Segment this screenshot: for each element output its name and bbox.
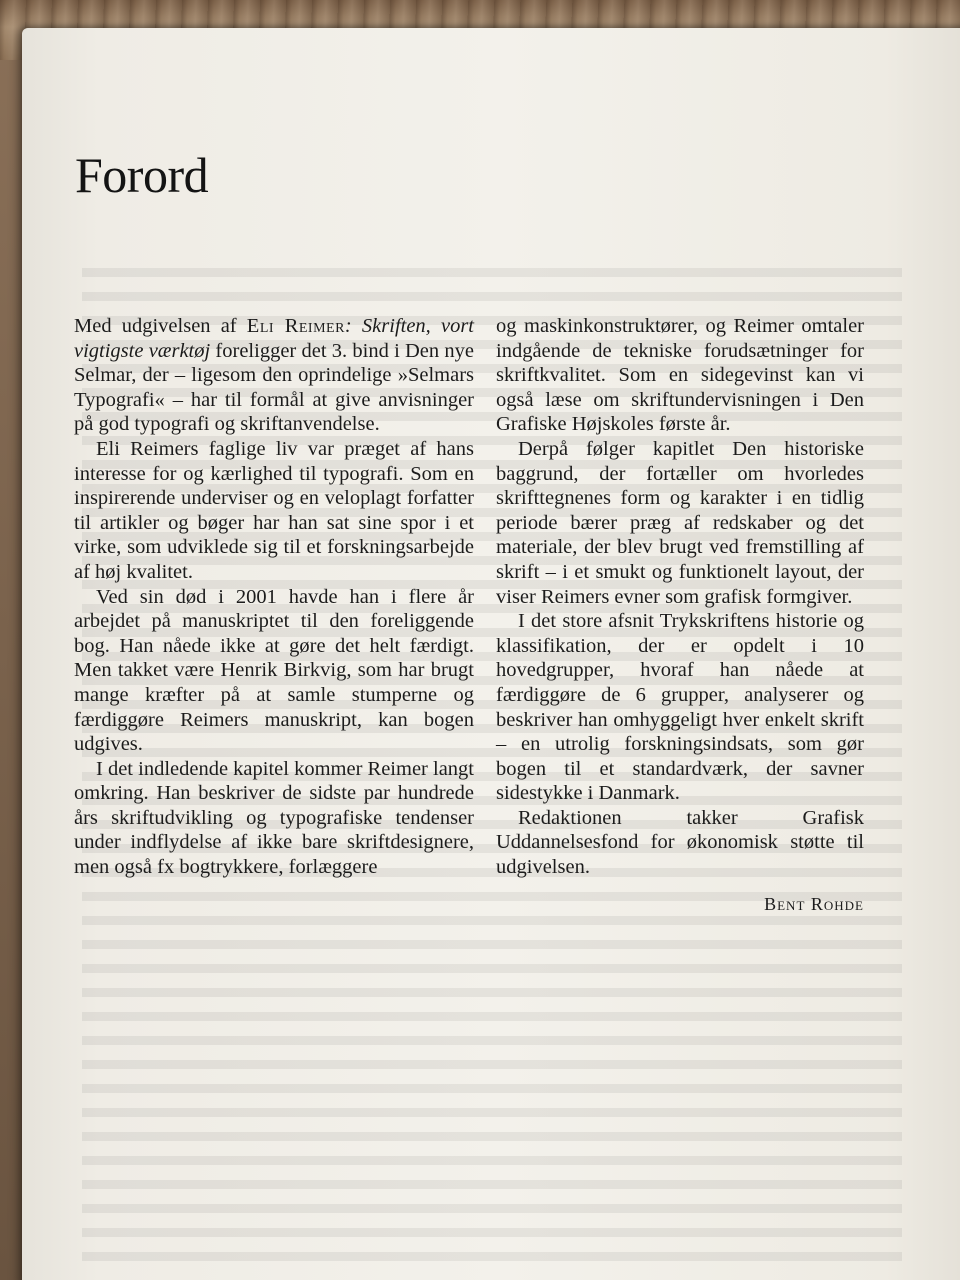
page-title: Forord: [75, 147, 209, 203]
right-text-column: [496, 314, 864, 916]
paragraph: Derpå følger kapitlet Den historiske baggrund, der fortæller om hvorledes skrifttegnenes form og karakter i en tidlig periode bærer præg af redskaber og det materiale, der blev brugt ved fremstilling af skrift – i et smukt og funktionelt layout, der viser Reimers evner som grafisk formgiver.: [496, 437, 864, 608]
paragraph: I det store afsnit Trykskriftens historie og klassifikation, der er opdelt i 10 hovedgrupper, hvoraf han nåede at færdiggøre de 6 grupper, analyserer og beskriver han omhyggeligt hver enkelt skrift – en utrolig forskningsindsats, som gør bogen til et standardværk, der savner sidestykke i Danmark.: [496, 610, 864, 805]
paragraph: Redaktionen takker Grafisk Uddannelsesfond for økonomisk støtte til udgivelsen.: [496, 806, 864, 879]
book-title: Skriften, vort vigtigste værktøj: [74, 315, 474, 362]
book-page: [22, 28, 960, 1280]
paragraph: I det indledende kapitel kommer Reimer langt omkring. Han beskriver de sidste par hundrede års skriftudvikling og typografiske tendenser under indflydelse af ikke bare skriftdesignere, men også fx bogtrykkere, forlæggere: [74, 757, 474, 879]
paragraph: Med udgivelsen af Eli Reimer: Skriften, vort vigtigste værktøj foreligger det 3. bind i Den nye Selmar, der – ligesom den oprindelige »Selmars Typografi« – har til formål at give anvisninger på god typografi og skriftanvendelse.: [74, 315, 474, 436]
author-name: Eli Reimer: [246, 315, 345, 337]
signature: Bent Rohde: [764, 893, 864, 914]
paragraph: og maskinkonstruktører, og Reimer omtaler indgående de tekniske forudsætninger for skriftkvalitet. Som en sidegevinst kan vi også læse om skriftundervisningen i Den Grafiske Højskoles første år.: [496, 315, 864, 436]
paragraph: Eli Reimers faglige liv var præget af hans interesse for og kærlighed til typografi. Som en inspirerende underviser og en veloplagt forfatter til artikler og bøger har han sat sine spor i et virke, som udviklede sig til et forskningsarbejde af høj kvalitet.: [74, 437, 474, 583]
paragraph: Ved sin død i 2001 havde han i flere år arbejdet på manuskriptet til den foreliggende bog. Han nåede ikke at gøre det helt færdigt. Men takket være Henrik Birkvig, som har brugt mange kræfter på at samle stumperne og færdiggøre Reimers manuskript, kan bogen udgives.: [74, 585, 474, 756]
left-text-column: [74, 314, 474, 880]
